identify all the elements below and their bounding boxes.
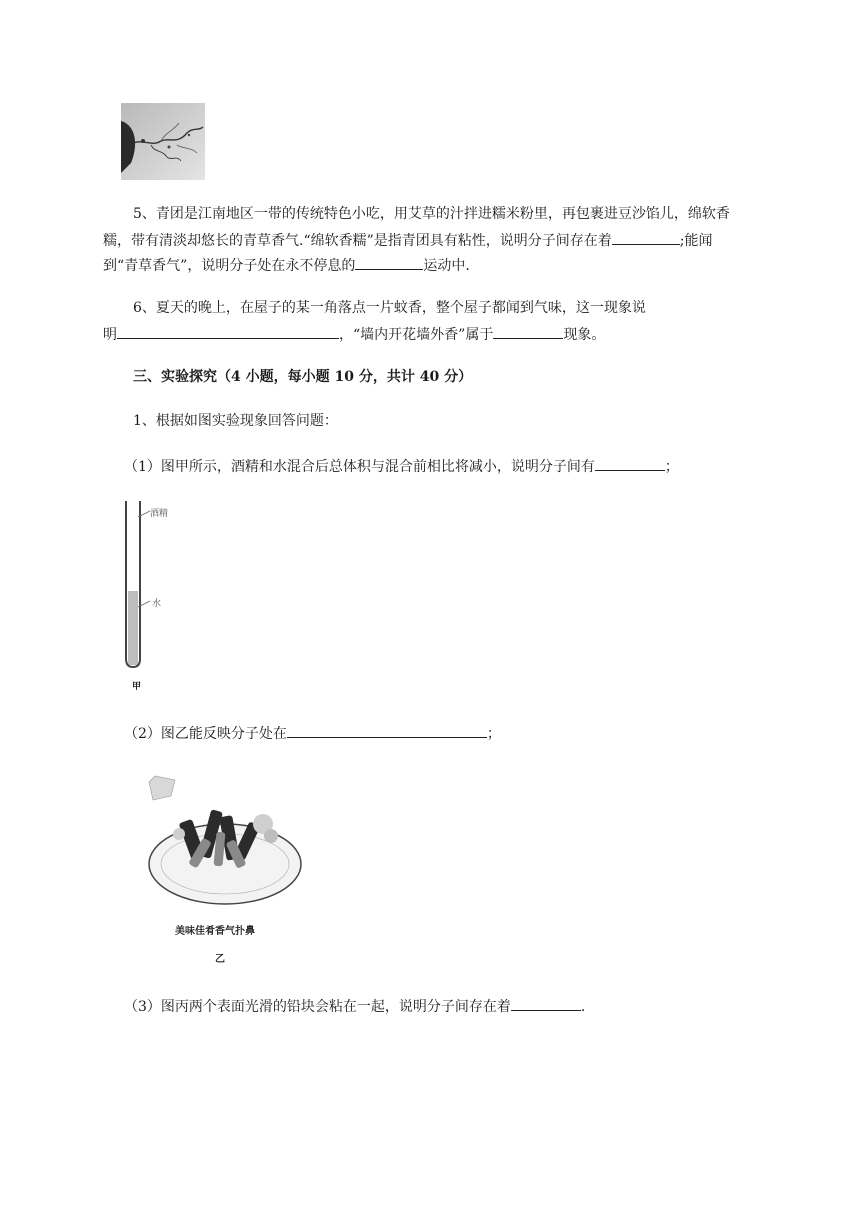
section-heading: 三、实验探究（4 小题，每小题 10 分，共计 40 分） [133, 369, 473, 385]
ink-diffusion-photo [121, 103, 205, 180]
q5-line-2-tail: ;能闻 [679, 233, 713, 249]
q6-line-1: 6、夏天的晚上，在屋子的某一角落点一片蚊香，整个屋子都闻到气味，这一现象说 [133, 300, 646, 316]
q5-line-3-tail: 运动中. [423, 258, 470, 274]
answer-blank-part2[interactable] [287, 722, 487, 738]
figure-jia [112, 495, 202, 695]
exp1-part3-text: （3）图丙两个表面光滑的铅块会粘在一起，说明分子间存在着 [124, 999, 511, 1015]
exp1-part3-tail: . [580, 999, 586, 1015]
q6-line-2 [103, 323, 605, 345]
answer-blank-q6-2[interactable] [493, 323, 563, 339]
figure-yi [145, 772, 305, 965]
q5-line-1: 5、青团是江南地区一带的传统特色小吃，用艾草的汁拌进糯米粉里，再包裹进豆沙馅儿，绵软香 [133, 206, 730, 222]
answer-blank-q6-1[interactable] [117, 323, 339, 339]
ink-diffusion-graphic [121, 103, 205, 180]
q5-line-3 [103, 254, 470, 276]
answer-blank-q5-1[interactable] [612, 229, 680, 245]
answer-blank-part1[interactable] [595, 455, 665, 471]
exp1-part3 [124, 995, 585, 1017]
exp1-part2 [124, 722, 501, 744]
exp1-part1-tail: ； [664, 459, 679, 475]
exp1-part1 [124, 455, 679, 477]
answer-blank-part3[interactable] [511, 995, 581, 1011]
figure-jia-caption: 甲 [132, 682, 142, 692]
label-water: 水 [152, 599, 162, 609]
exp1-part2-text: （2）图乙能反映分子处在 [124, 726, 287, 742]
q5-line-2 [103, 229, 712, 251]
food-plate-graphic [145, 772, 305, 912]
q6-line-2-end: 现象。 [563, 327, 606, 343]
exp1-intro: 1、根据如图实验现象回答问题： [133, 413, 338, 429]
figure-yi-inner-caption: 美味佳肴香气扑鼻 [175, 926, 255, 937]
water-fill [128, 591, 138, 665]
label-alcohol: 酒精 [150, 509, 169, 519]
q6-line-2-start: 明 [103, 327, 117, 343]
exp1-part1-text: （1）图甲所示，酒精和水混合后总体积与混合前相比将减小，说明分子间有 [124, 459, 595, 475]
q6-line-2-mid: ，“墙内开花墙外香”属于 [339, 327, 494, 343]
answer-blank-q5-2[interactable] [355, 254, 423, 270]
exp1-part2-tail: ； [486, 726, 501, 742]
test-tube-graphic [112, 495, 202, 695]
figure-yi-caption: 乙 [215, 954, 225, 965]
q5-line-3-text: 到“青草香气”，说明分子处在永不停息的 [103, 258, 356, 274]
q5-line-2-text: 糯，带有清淡却悠长的青草香气.“绵软香糯”是指青团具有粘性，说明分子间存在着 [103, 233, 612, 249]
